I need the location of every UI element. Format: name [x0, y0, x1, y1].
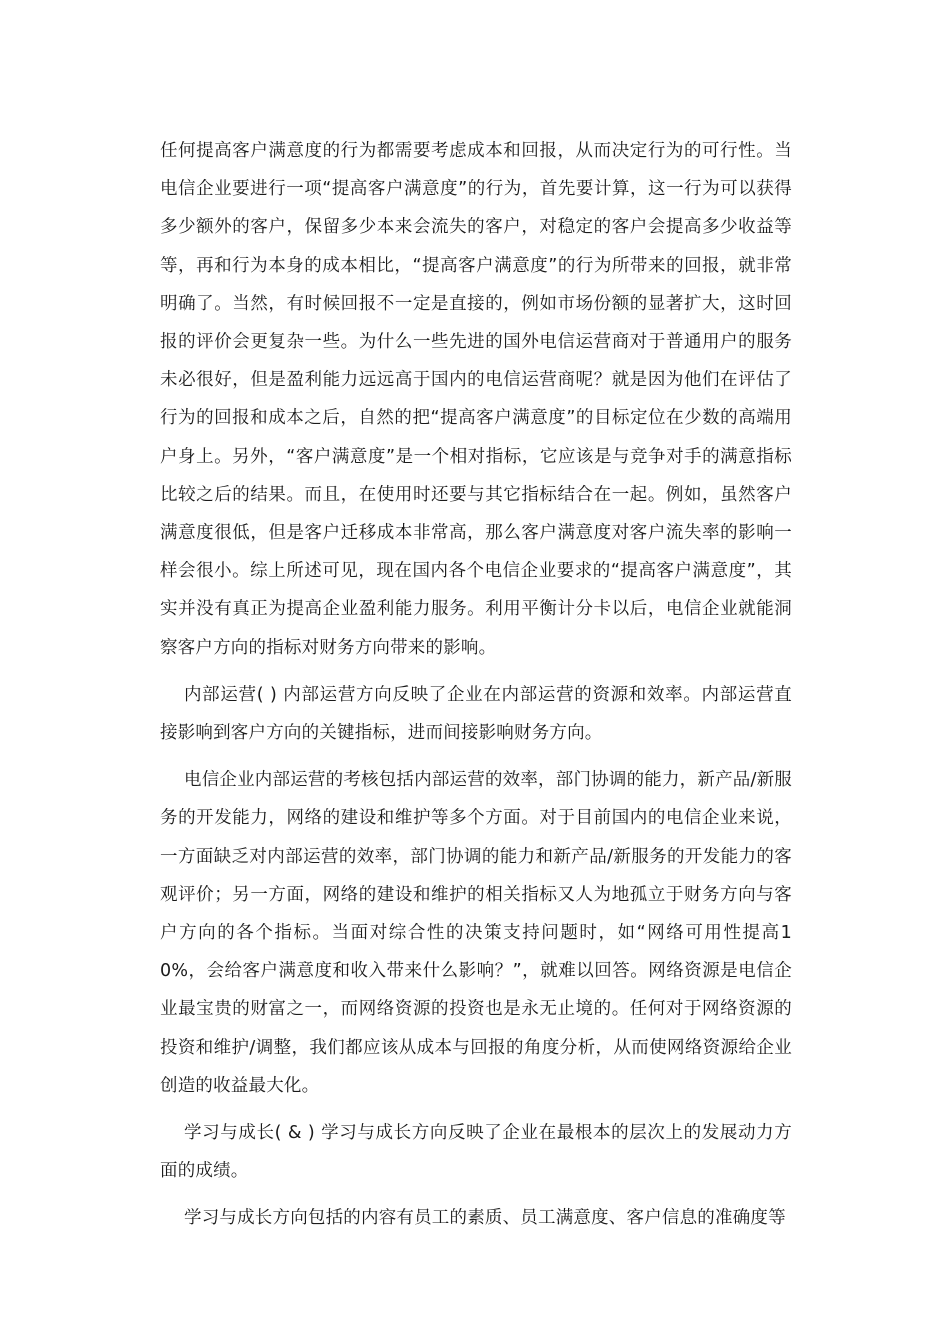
paragraph-customer-satisfaction: 任何提高客户满意度的行为都需要考虑成本和回报，从而决定行为的可行性。当电信企业要进行一项“提高客户满意度”的行为，首先要计算，这一行为可以获得多少额外的客户，保留多少本来会流失的客户，对稳定的客户会提高多少收益等等，再和行为本身的成本相比，“提高客户满意度”的行为所带来的回报，就非常明确了。当然，有时候回报不一定是直接的，例如市场份额的显著扩大，这时回报的评价会更复杂一些。为什么一些先进的国外电信运营商对于普通用户的服务未必很好，但是盈利能力远远高于国内的电信运营商呢？就是因为他们在评估了行为的回报和成本之后，自然的把“提高客户满意度”的目标定位在少数的高端用户身上。另外，“客户满意度”是一个相对指标，它应该是与竞争对手的满意指标比较之后的结果。而且，在使用时还要与其它指标结合在一起。例如，虽然客户满意度很低，但是客户迁移成本非常高，那么客户满意度对客户流失率的影响一样会很小。综上所述可见，现在国内各个电信企业要求的“提高客户满意度”，其实并没有真正为提高企业盈利能力服务。利用平衡计分卡以后，电信企业就能洞察客户方向的指标对财务方向带来的影响。 — [160, 141, 792, 658]
document-page — [160, 132, 792, 1238]
paragraph-learning-growth: 学习与成长( & ) 学习与成长方向反映了企业在最根本的层次上的发展动力方面的成绩。 — [160, 1123, 792, 1182]
paragraph-internal-operations: 内部运营( ) 内部运营方向反映了企业在内部运营的资源和效率。内部运营直接影响到客户方向的关键指标，进而间接影响财务方向。 — [160, 684, 792, 744]
paragraph-learning-growth-content: 学习与成长方向包括的内容有员工的素质、员工满意度、客户信息的准确度等 — [184, 1208, 786, 1229]
paragraph-internal-operations-assessment: 电信企业内部运营的考核包括内部运营的效率，部门协调的能力，新产品/新服务的开发能力，网络的建设和维护等多个方面。对于目前国内的电信企业来说，一方面缺乏对内部运营的效率，部门协调的能力和新产品/新服务的开发能力的客观评价；另一方面，网络的建设和维护的相关指标又人为地孤立于财务方向与客户方向的各个指标。当面对综合性的决策支持问题时，如“网络可用性提高10%，会给客户满意度和收入带来什么影响？”，就难以回答。网络资源是电信企业最宝贵的财富之一，而网络资源的投资也是永无止境的。任何对于网络资源的投资和维护/调整，我们都应该从成本与回报的角度分析，从而使网络资源给企业创造的收益最大化。 — [160, 770, 792, 1096]
